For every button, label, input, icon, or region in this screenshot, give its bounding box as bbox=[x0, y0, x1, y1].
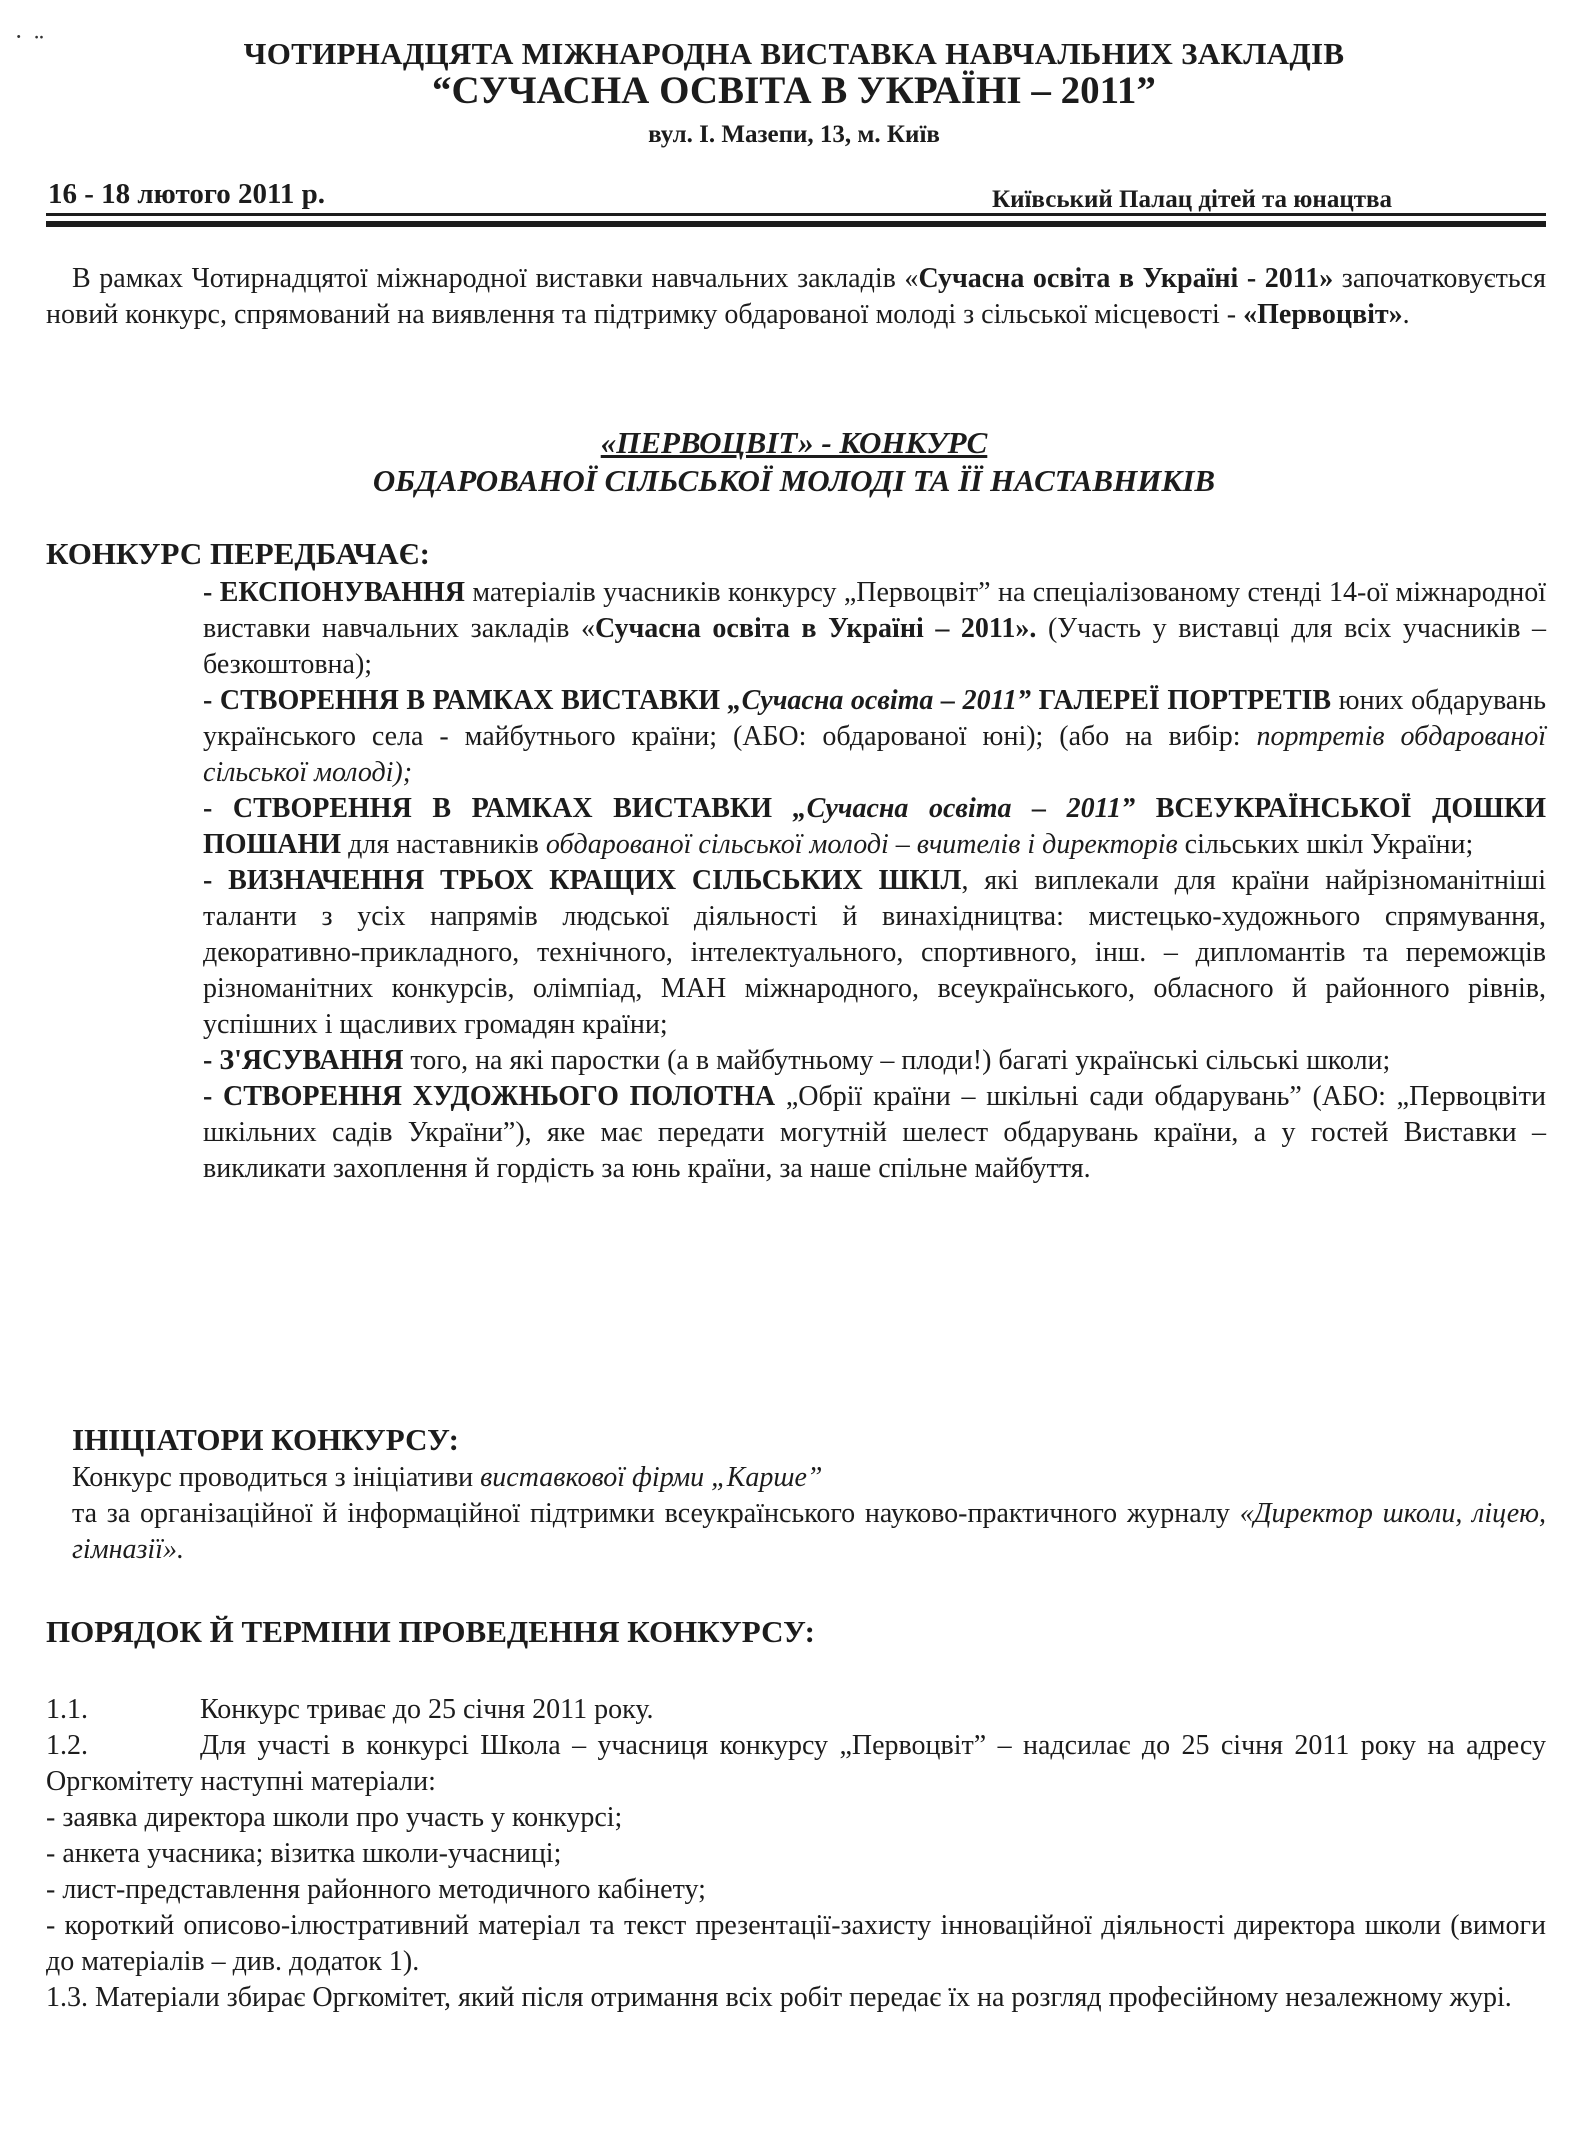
procedure-item bbox=[46, 1692, 1546, 1728]
provision-item-bold: ВСЕУКРАЇНСЬКОЇ ДОШКИ ПОШАНИ bbox=[203, 793, 1547, 860]
procedure-item-number: 1.1. bbox=[46, 1694, 88, 1725]
provision-item bbox=[203, 1043, 1546, 1079]
provision-item bbox=[203, 863, 1546, 1043]
procedure-item: 1.3. Матеріали збирає Оргкомітет, який після отримання всіх робіт передає їх на розгляд професійному незалежному журі. bbox=[46, 1982, 1512, 2013]
intro-bold-2: «Первоцвіт» bbox=[1243, 299, 1403, 330]
header-divider-thick bbox=[46, 221, 1546, 227]
initiators-heading: ІНІЦІАТОРИ КОНКУРСУ: bbox=[72, 1422, 459, 1457]
initiators-line bbox=[72, 1460, 1546, 1496]
procedure-item bbox=[46, 1728, 1546, 1800]
provision-item-text: матеріалів учасників конкурсу „Первоцвіт” на спеціалізованому стенді 14-ої міжнародної виставки навчальних закладів « bbox=[203, 577, 1546, 644]
provision-item-lead: - З'ЯСУВАННЯ bbox=[203, 1045, 404, 1076]
procedure-bullet: - короткий описово-ілюстративний матеріал та текст презентації-захисту інноваційної діяльності директора школи (вимоги до матеріалів – див. додаток 1). bbox=[46, 1910, 1546, 1977]
provisions-heading: КОНКУРС ПЕРЕДБАЧАЄ: bbox=[46, 536, 430, 571]
provision-item-text: (Участь у виставці для всіх учасників – безкоштовна); bbox=[203, 613, 1547, 680]
provision-item-text: для наставників bbox=[341, 829, 546, 860]
initiators-paragraph bbox=[72, 1460, 1546, 1568]
exhibition-name: “СУЧАСНА ОСВІТА В УКРАЇНІ – 2011” bbox=[432, 69, 1156, 112]
provision-item-bold: Сучасна освіта в Україні – 2011». bbox=[594, 613, 1037, 644]
provision-item-text: сільських шкіл України; bbox=[1177, 829, 1474, 860]
provision-item-italic: портретів обдарованої сільської молоді); bbox=[203, 721, 1546, 788]
procedure-bullet: - анкета учасника; візитка школи-учасниці; bbox=[46, 1838, 562, 1869]
initiators-text: та за організаційної й інформаційної підтримки всеукраїнського науково-практичного журналу bbox=[72, 1498, 1240, 1529]
procedure-section bbox=[46, 1692, 1546, 2016]
provision-item-bold-italic: „Сучасна освіта – 2011” bbox=[727, 685, 1032, 716]
provision-item bbox=[203, 683, 1546, 791]
provision-item bbox=[203, 791, 1546, 863]
provision-item-lead: - ЕКСПОНУВАННЯ bbox=[203, 577, 466, 608]
initiators-journal: «Директор школи, ліцею, гімназії». bbox=[72, 1498, 1546, 1565]
procedure-item-text: Для участі в конкурсі Школа – учасниця конкурсу „Первоцвіт” – надсилає до 25 січня 2011 року на адресу Оргкомітету наступні матеріали: bbox=[46, 1730, 1546, 1797]
provision-item-text: юних обдарувань українського села - майбутнього країни; (АБО: обдарованої юні); (або на вибір: bbox=[203, 685, 1546, 752]
provision-item-text: того, на які паростки (а в майбутньому – плоди!) багаті українські сільські школи; bbox=[403, 1045, 1391, 1076]
intro-bold-1: Сучасна освіта в Україні - 2011» bbox=[918, 263, 1334, 294]
initiators-firm: виставкової фірми „Карше” bbox=[480, 1462, 823, 1493]
initiators-text: Конкурс проводиться з ініціативи bbox=[72, 1462, 481, 1493]
exhibition-title: ЧОТИРНАДЦЯТА МІЖНАРОДНА ВИСТАВКА НАВЧАЛЬНИХ ЗАКЛАДІВ bbox=[243, 36, 1345, 71]
procedure-heading: ПОРЯДОК Й ТЕРМІНИ ПРОВЕДЕННЯ КОНКУРСУ: bbox=[46, 1614, 815, 1649]
exhibition-address: вул. І. Мазепи, 13, м. Київ bbox=[648, 121, 940, 148]
provision-item-lead: - СТВОРЕННЯ В РАМКАХ ВИСТАВКИ bbox=[203, 793, 793, 824]
provision-item-lead: - ВИЗНАЧЕННЯ ТРЬОХ КРАЩИХ СІЛЬСЬКИХ ШКІЛ bbox=[203, 865, 962, 896]
procedure-bullet: - заявка директора школи про участь у конкурсі; bbox=[46, 1802, 623, 1833]
contest-title-line2: ОБДАРОВАНОЇ СІЛЬСЬКОЇ МОЛОДІ ТА ЇЇ НАСТАВНИКІВ bbox=[372, 463, 1216, 498]
provisions-list bbox=[203, 575, 1546, 1187]
scan-artifact: ˙ ¨ bbox=[14, 30, 46, 61]
provision-item-italic: обдарованої сільської молоді – вчителів і директорів bbox=[545, 829, 1178, 860]
initiators-line bbox=[72, 1496, 1546, 1568]
provision-item-text: , які виплекали для країни найрізноманітніші таланти з усіх напрямів людської діяльності й винахідництва: мистецько-художнього спрямування, декоративно-прикладного, технічного, інтелектуального, спортивного, інш. – дипломантів та переможців різноманітних конкурсів, олімпіад, МАН міжнародного, всеукраїнського, обласного й районного рівнів, успішних і щасливих громадян країни; bbox=[203, 865, 1546, 1040]
procedure-bullet: - лист-представлення районного методичного кабінету; bbox=[46, 1874, 706, 1905]
provision-item-lead: - СТВОРЕННЯ В РАМКАХ ВИСТАВКИ bbox=[203, 685, 728, 716]
header-divider-thin bbox=[46, 213, 1546, 216]
provision-item bbox=[203, 575, 1546, 683]
intro-text-2: започатковується новий конкурс, спрямований на виявлення та підтримку обдарованої молоді з сільської місцевості - bbox=[46, 263, 1546, 330]
intro-paragraph bbox=[46, 261, 1546, 333]
intro-text-1: В рамках Чотирнадцятої міжнародної виставки навчальних закладів « bbox=[72, 263, 919, 294]
provision-item-bold: ГАЛЕРЕЇ ПОРТРЕТІВ bbox=[1031, 685, 1332, 716]
provision-item bbox=[203, 1079, 1546, 1187]
provision-item-bold-italic: „Сучасна освіта – 2011” bbox=[792, 793, 1136, 824]
exhibition-dates: 16 - 18 лютого 2011 р. bbox=[48, 178, 326, 210]
procedure-item-number: 1.2. bbox=[46, 1730, 88, 1761]
intro-text-3: . bbox=[1402, 299, 1410, 330]
provision-item-text: „Обрії країни – шкільні сади обдарувань” (АБО: „Первоцвіти шкільних садів України”), яке має передати могутній шелест обдарувань країни, а у гостей Виставки – викликати захоплення й гордість за юнь країни, за наше спільне майбуття. bbox=[203, 1081, 1546, 1184]
exhibition-venue: Київський Палац дітей та юнацтва bbox=[991, 186, 1392, 213]
procedure-item-text: Конкурс триває до 25 січня 2011 року. bbox=[200, 1694, 654, 1725]
contest-title-line1: «ПЕРВОЦВІТ» - КОНКУРС bbox=[600, 425, 988, 460]
provision-item-lead: - СТВОРЕННЯ ХУДОЖНЬОГО ПОЛОТНА bbox=[203, 1081, 776, 1112]
